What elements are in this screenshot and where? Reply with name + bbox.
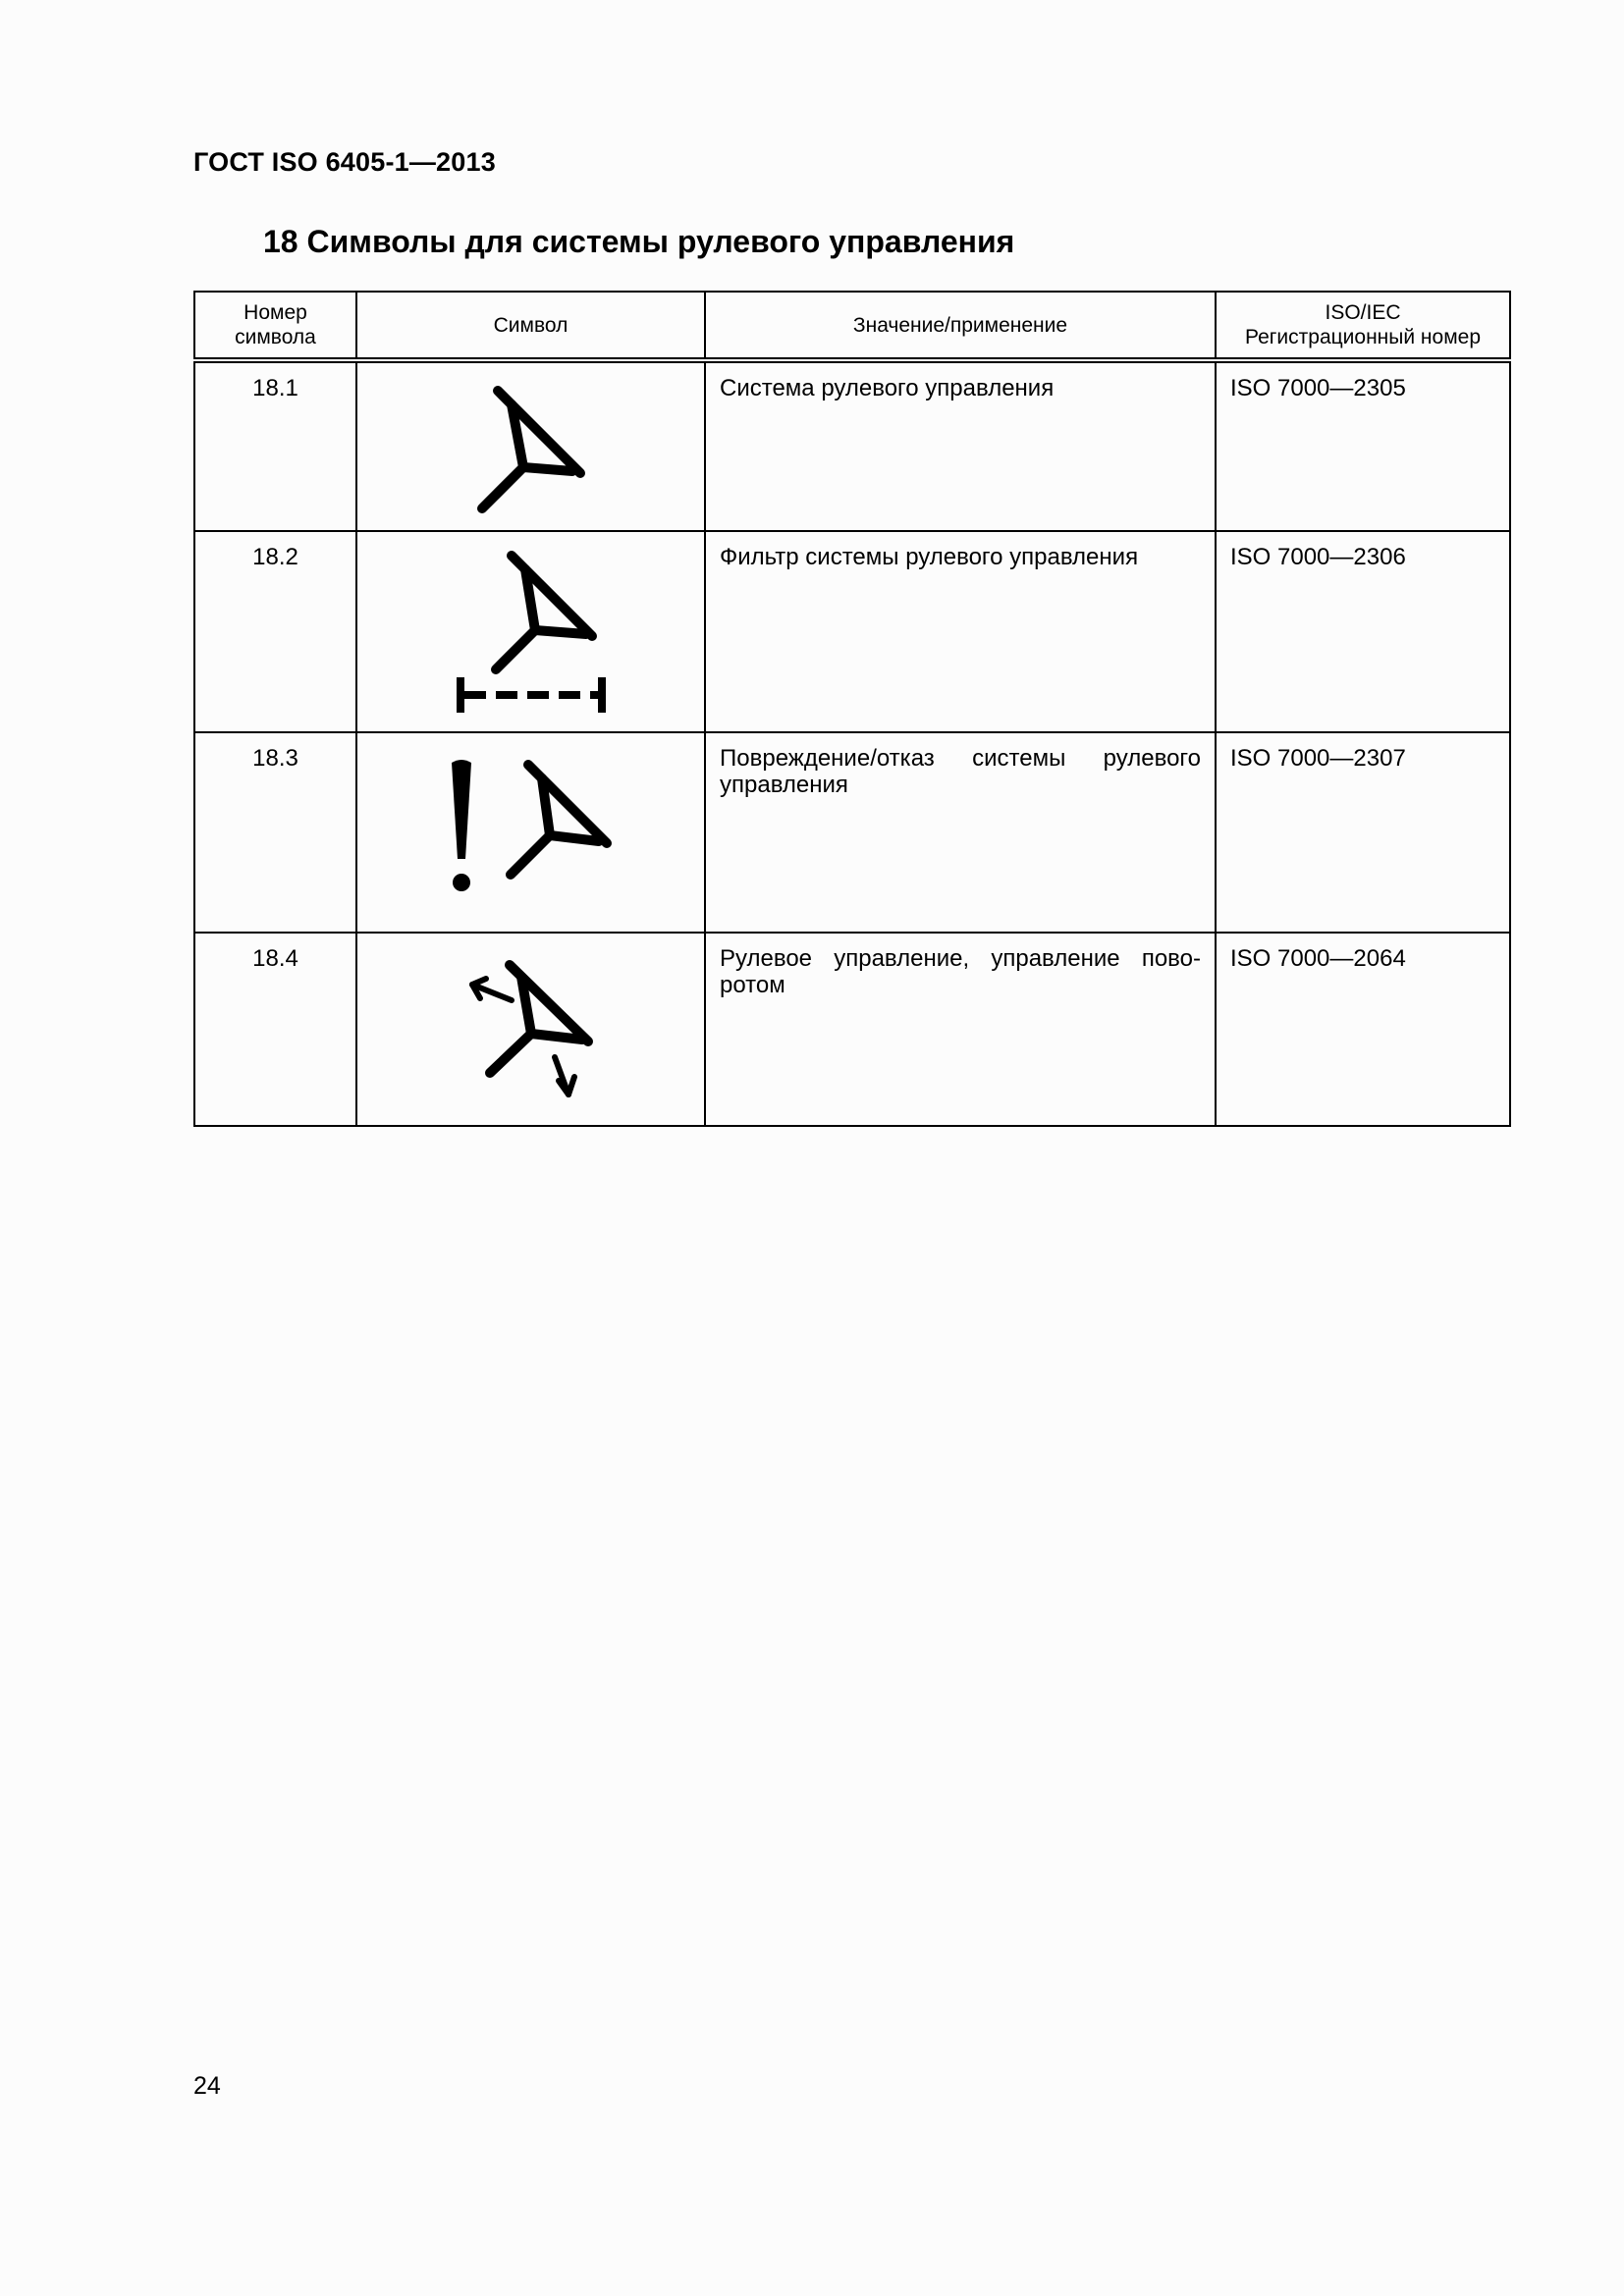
column-header-meaning: Значение/применение bbox=[705, 292, 1216, 360]
column-header-registration bbox=[1216, 292, 1510, 360]
steering-system-failure-icon bbox=[438, 757, 624, 924]
row-registration: ISO 7000—2306 bbox=[1216, 531, 1510, 732]
steering-system-filter-icon bbox=[443, 548, 620, 724]
exclamation-icon bbox=[452, 760, 471, 891]
row-number: 18.4 bbox=[194, 933, 356, 1126]
column-header-number bbox=[194, 292, 356, 360]
table-row bbox=[194, 732, 1510, 933]
column-header-registration-line1: ISO/IEC bbox=[1325, 301, 1401, 324]
steering-turning-icon bbox=[453, 957, 610, 1104]
page-number: 24 bbox=[193, 2072, 221, 2100]
symbol-cell bbox=[356, 360, 705, 531]
arrow-down-right-icon bbox=[555, 1057, 574, 1095]
table-row bbox=[194, 531, 1510, 732]
row-meaning: Повреждение/отказ системы рулевого управления bbox=[705, 732, 1216, 933]
row-number: 18.3 bbox=[194, 732, 356, 933]
symbols-table bbox=[193, 291, 1511, 1127]
section-title: 18 Символы для системы рулевого управления bbox=[263, 224, 1015, 259]
row-registration: ISO 7000—2305 bbox=[1216, 360, 1510, 531]
row-registration: ISO 7000—2307 bbox=[1216, 732, 1510, 933]
row-number: 18.1 bbox=[194, 360, 356, 531]
column-header-symbol: Символ bbox=[356, 292, 705, 360]
column-header-number-line2: символа bbox=[235, 326, 316, 348]
steering-system-icon bbox=[462, 383, 600, 520]
symbol-cell bbox=[356, 933, 705, 1126]
row-meaning: Рулевое управление, управление пово-ротом bbox=[705, 933, 1216, 1126]
document-header: ГОСТ ISO 6405-1—2013 bbox=[193, 147, 496, 177]
arrow-up-left-icon bbox=[472, 979, 512, 1000]
table-header-row bbox=[194, 292, 1510, 360]
column-header-number-line1: Номер bbox=[244, 301, 307, 324]
row-registration: ISO 7000—2064 bbox=[1216, 933, 1510, 1126]
table-row bbox=[194, 933, 1510, 1126]
column-header-registration-line2: Регистрационный номер bbox=[1245, 326, 1481, 348]
symbol-cell bbox=[356, 732, 705, 933]
symbol-cell bbox=[356, 531, 705, 732]
row-meaning: Система рулевого управления bbox=[705, 360, 1216, 531]
row-meaning: Фильтр системы рулевого управления bbox=[705, 531, 1216, 732]
table-row bbox=[194, 360, 1510, 531]
row-number: 18.2 bbox=[194, 531, 356, 732]
